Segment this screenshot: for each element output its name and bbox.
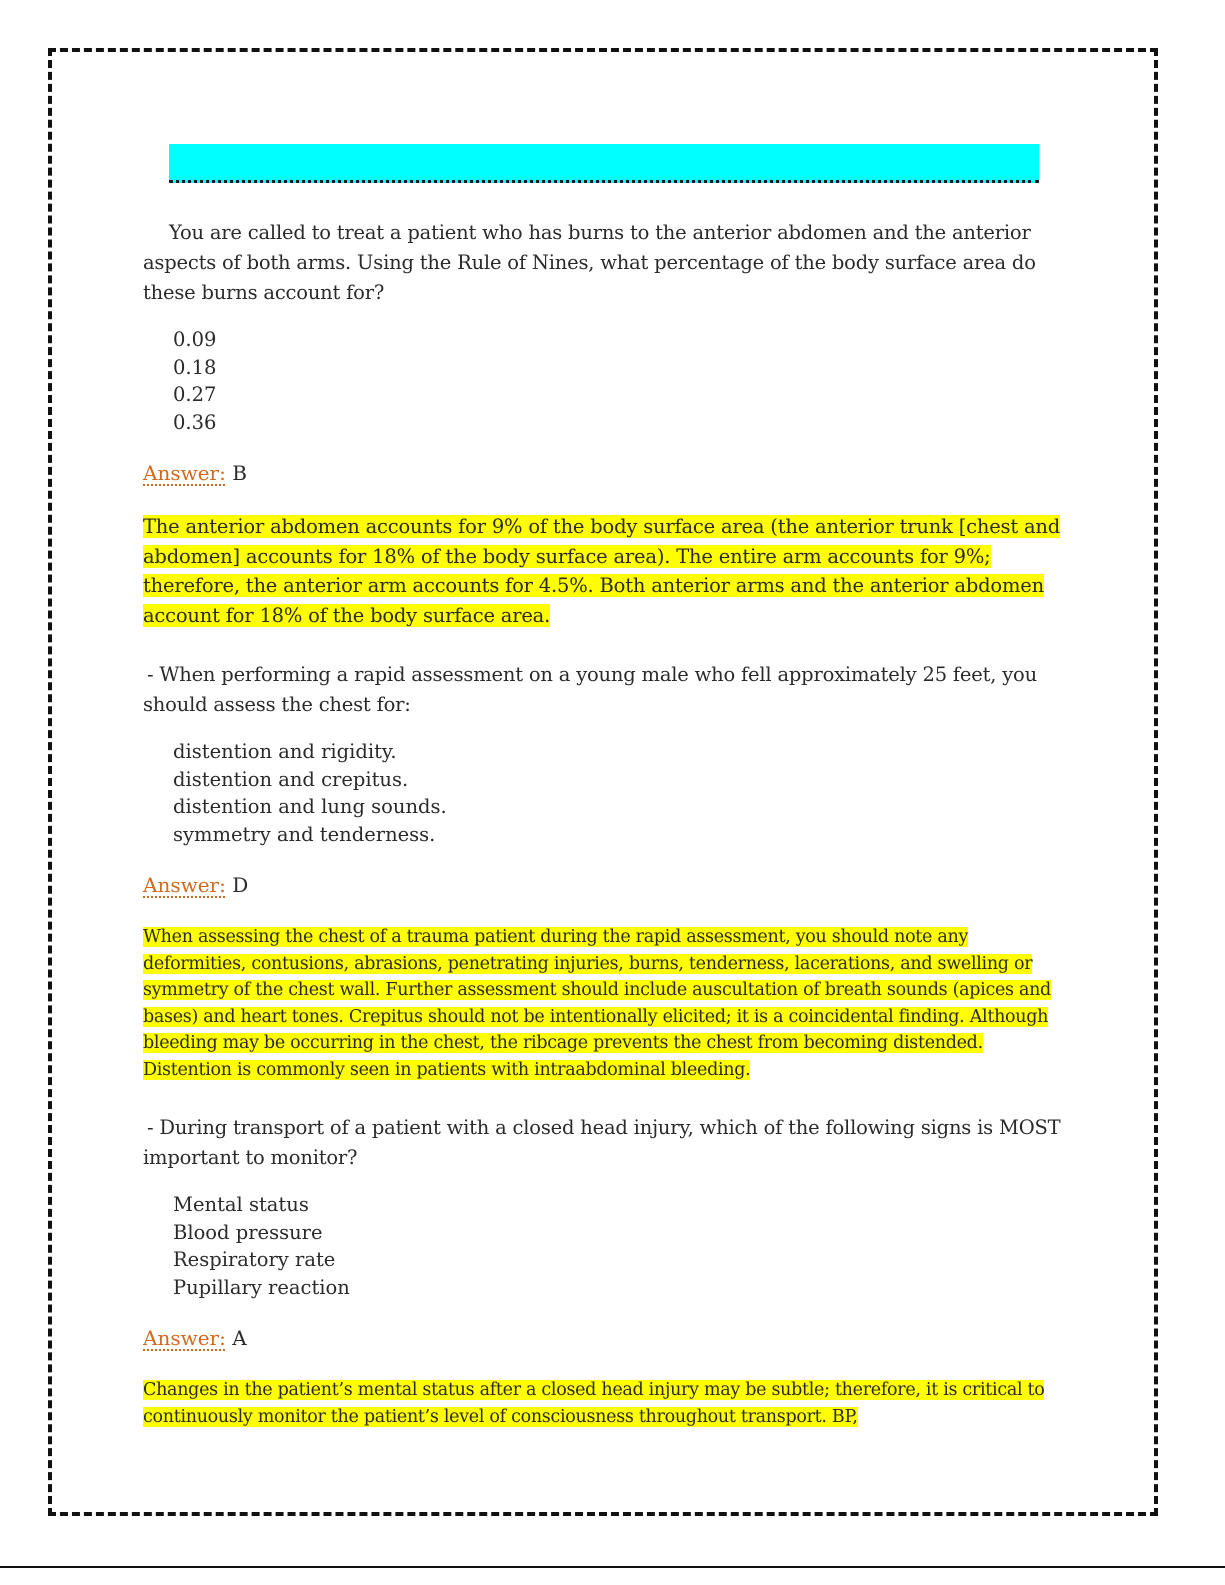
- answer-value: B: [225, 461, 247, 485]
- highlighted-explanation: When assessing the chest of a trauma patient during the rapid assessment, you should note any deformities, contusions, abrasions, penetrating injuries, burns, tenderness, lacerations, and swelling or symmetry of the chest wall. Further assessment should include auscultation of breath sounds (apices and bases) and heart tones. Crepitus should not be intentionally elicited; it is a coincidental finding. Although bleeding may be occurring in the chest, the ribcage prevents the chest from becoming distended. Distention is commonly seen in patients with intraabdominal bleeding.: [143, 927, 1051, 1080]
- choice-item: 0.09: [173, 328, 217, 351]
- choice-item: 0.18: [173, 355, 217, 379]
- highlighted-explanation: Changes in the patient’s mental status after a closed head injury may be subtle; therefore, it is critical to continuously monitor the patient’s level of consciousness throughout transport. BP,: [143, 1380, 1045, 1427]
- question-1-explanation: [143, 512, 1073, 630]
- choice-item: Mental status: [173, 1193, 309, 1216]
- answer-label: Answer:: [143, 1326, 226, 1350]
- question-3-answer: [143, 1323, 1073, 1353]
- question-2-answer: [143, 870, 1073, 900]
- answer-label: Answer:: [143, 873, 226, 897]
- answer-value: D: [225, 873, 249, 897]
- question-2-explanation: [143, 924, 1073, 1083]
- choice-item: Respiratory rate: [173, 1248, 336, 1271]
- choice-item: Pupillary reaction: [173, 1275, 350, 1299]
- question-3-explanation: [143, 1377, 1073, 1430]
- header-banner: [169, 144, 1039, 183]
- choice-item: Blood pressure: [173, 1220, 323, 1244]
- bottom-rule: [0, 1566, 1225, 1568]
- choice-item: distention and crepitus.: [173, 767, 409, 791]
- choice-item: distention and lung sounds.: [173, 795, 447, 818]
- question-3-choices: [173, 1191, 1073, 1301]
- question-1-choices: [173, 326, 1073, 436]
- answer-label: Answer:: [143, 461, 226, 485]
- document-body: [143, 218, 1073, 1430]
- question-2-prompt: - When performing a rapid assessment on a young male who fell approximately 25 feet, you should assess the chest for:: [143, 663, 1037, 716]
- choice-item: 0.27: [173, 383, 217, 406]
- choice-item: symmetry and tenderness.: [173, 822, 436, 846]
- question-1-prompt: You are called to treat a patient who has burns to the anterior abdomen and the anterior aspects of both arms. Using the Rule of Nines, what percentage of the body surface area do these burns account for?: [143, 221, 1036, 304]
- choice-item: distention and rigidity.: [173, 740, 397, 763]
- highlighted-explanation: The anterior abdomen accounts for 9% of the body surface area (the anterior trunk [chest and abdomen] accounts for 18% of the body surface area). The entire arm accounts for 9%; therefore, the anterior arm accounts for 4.5%. Both anterior arms and the anterior abdomen account for 18% of the body surface area.: [143, 515, 1061, 627]
- answer-value: A: [225, 1326, 247, 1350]
- question-3-prompt: - During transport of a patient with a closed head injury, which of the following signs is MOST important to monitor?: [143, 1116, 1061, 1169]
- question-1-answer: [143, 458, 1073, 488]
- question-2-choices: [173, 738, 1073, 848]
- choice-item: 0.36: [173, 410, 217, 434]
